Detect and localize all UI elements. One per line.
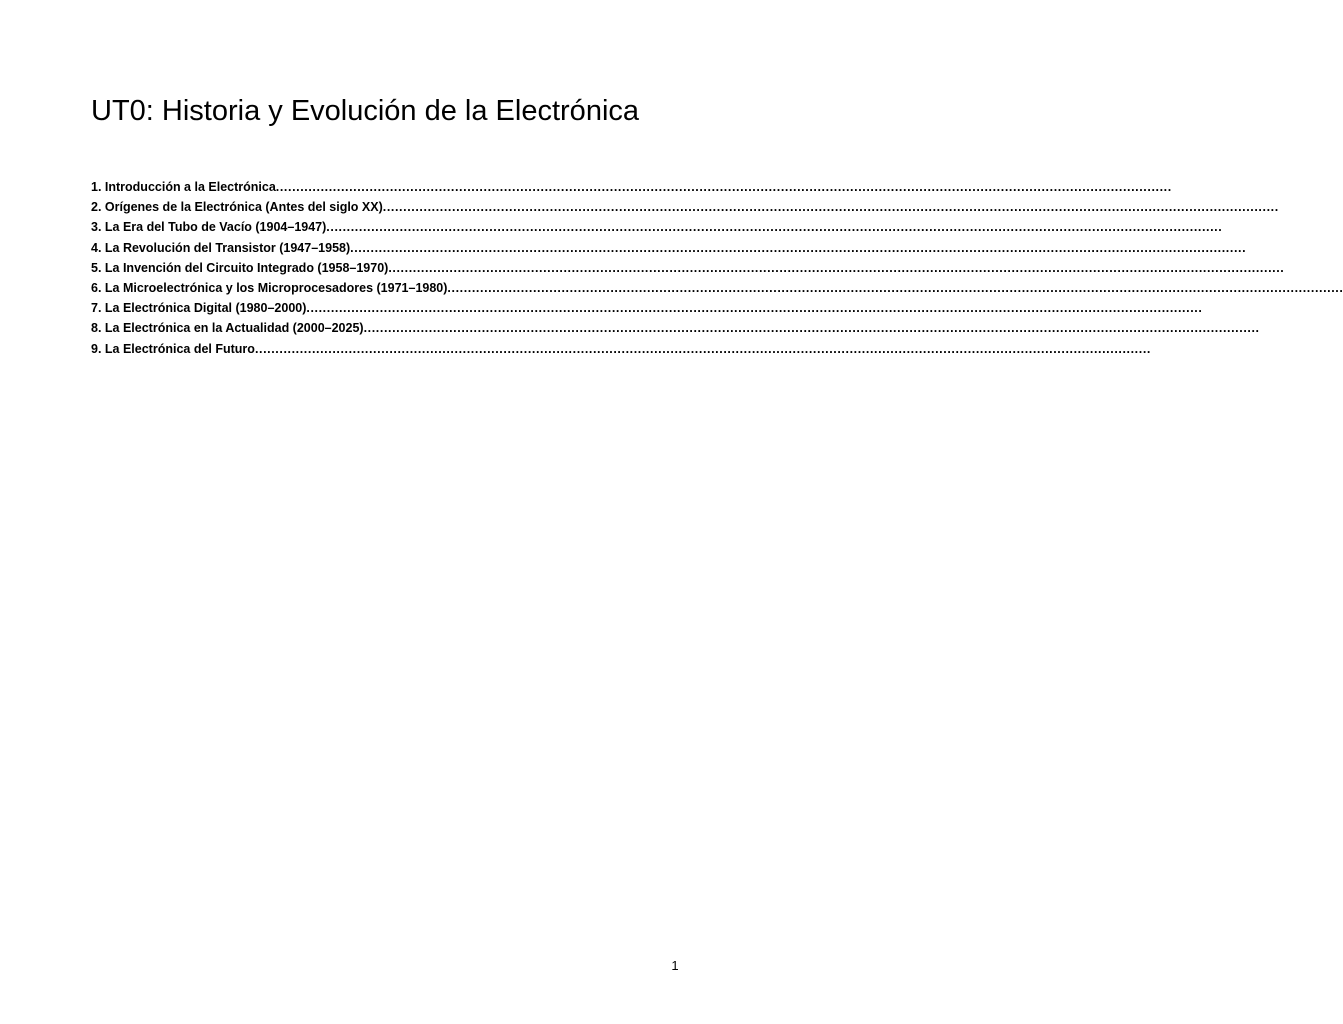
toc-dot-leader: ............................................................................................................................................................................................................................ — [382, 200, 1279, 215]
toc-entry-1[interactable] — [91, 177, 1172, 197]
toc-entry-8[interactable] — [91, 318, 1260, 338]
toc-entry-text: 1. Introducción a la Electrónica — [91, 180, 276, 194]
toc-entry-2[interactable] — [91, 197, 1279, 217]
toc-entry-6[interactable] — [91, 278, 1343, 298]
toc-dot-leader: ............................................................................................................................................................................................................................ — [447, 280, 1343, 295]
toc-entry-text: 6. La Microelectrónica y los Microprocesadores (1971–1980) — [91, 280, 448, 295]
toc-entry-text: 8. La Electrónica en la Actualidad (2000–2025) — [91, 321, 364, 336]
toc-dot-leader: ............................................................................................................................................................................................................................ — [306, 301, 1203, 316]
toc-entry-5[interactable] — [91, 258, 1285, 278]
toc-entry-4[interactable] — [91, 238, 1247, 258]
toc-entry-text: 5. La Invención del Circuito Integrado (1958–1970) — [91, 260, 389, 275]
toc-entry-text: 2. Orígenes de la Electrónica (Antes del siglo XX) — [91, 200, 383, 215]
page-number: 1 — [671, 958, 679, 973]
toc-dot-leader: ............................................................................................................................................................................................................................ — [326, 220, 1223, 235]
toc-dot-leader: ............................................................................................................................................................................................................................ — [363, 321, 1260, 336]
document-title: UT0: Historia y Evolución de la Electrónica — [91, 95, 640, 127]
toc-dot-leader: ............................................................................................................................................................................................................................ — [350, 240, 1247, 255]
toc-dot-leader: ............................................................................................................................................................................................................................ — [275, 180, 1172, 194]
toc-entry-text: 9. La Electrónica del Futuro — [91, 341, 255, 356]
toc-entry-text: 4. La Revolución del Transistor (1947–1958) — [91, 240, 351, 255]
toc-entry-text: 7. La Electrónica Digital (1980–2000) — [91, 301, 307, 316]
toc-dot-leader: ............................................................................................................................................................................................................................ — [388, 260, 1285, 275]
toc-entry-9[interactable] — [91, 339, 1151, 359]
table-of-contents — [91, 177, 1343, 359]
toc-entry-7[interactable] — [91, 298, 1203, 318]
toc-entry-text: 3. La Era del Tubo de Vacío (1904–1947) — [91, 220, 327, 235]
toc-dot-leader: ............................................................................................................................................................................................................................ — [254, 341, 1151, 356]
toc-entry-3[interactable] — [91, 217, 1223, 237]
